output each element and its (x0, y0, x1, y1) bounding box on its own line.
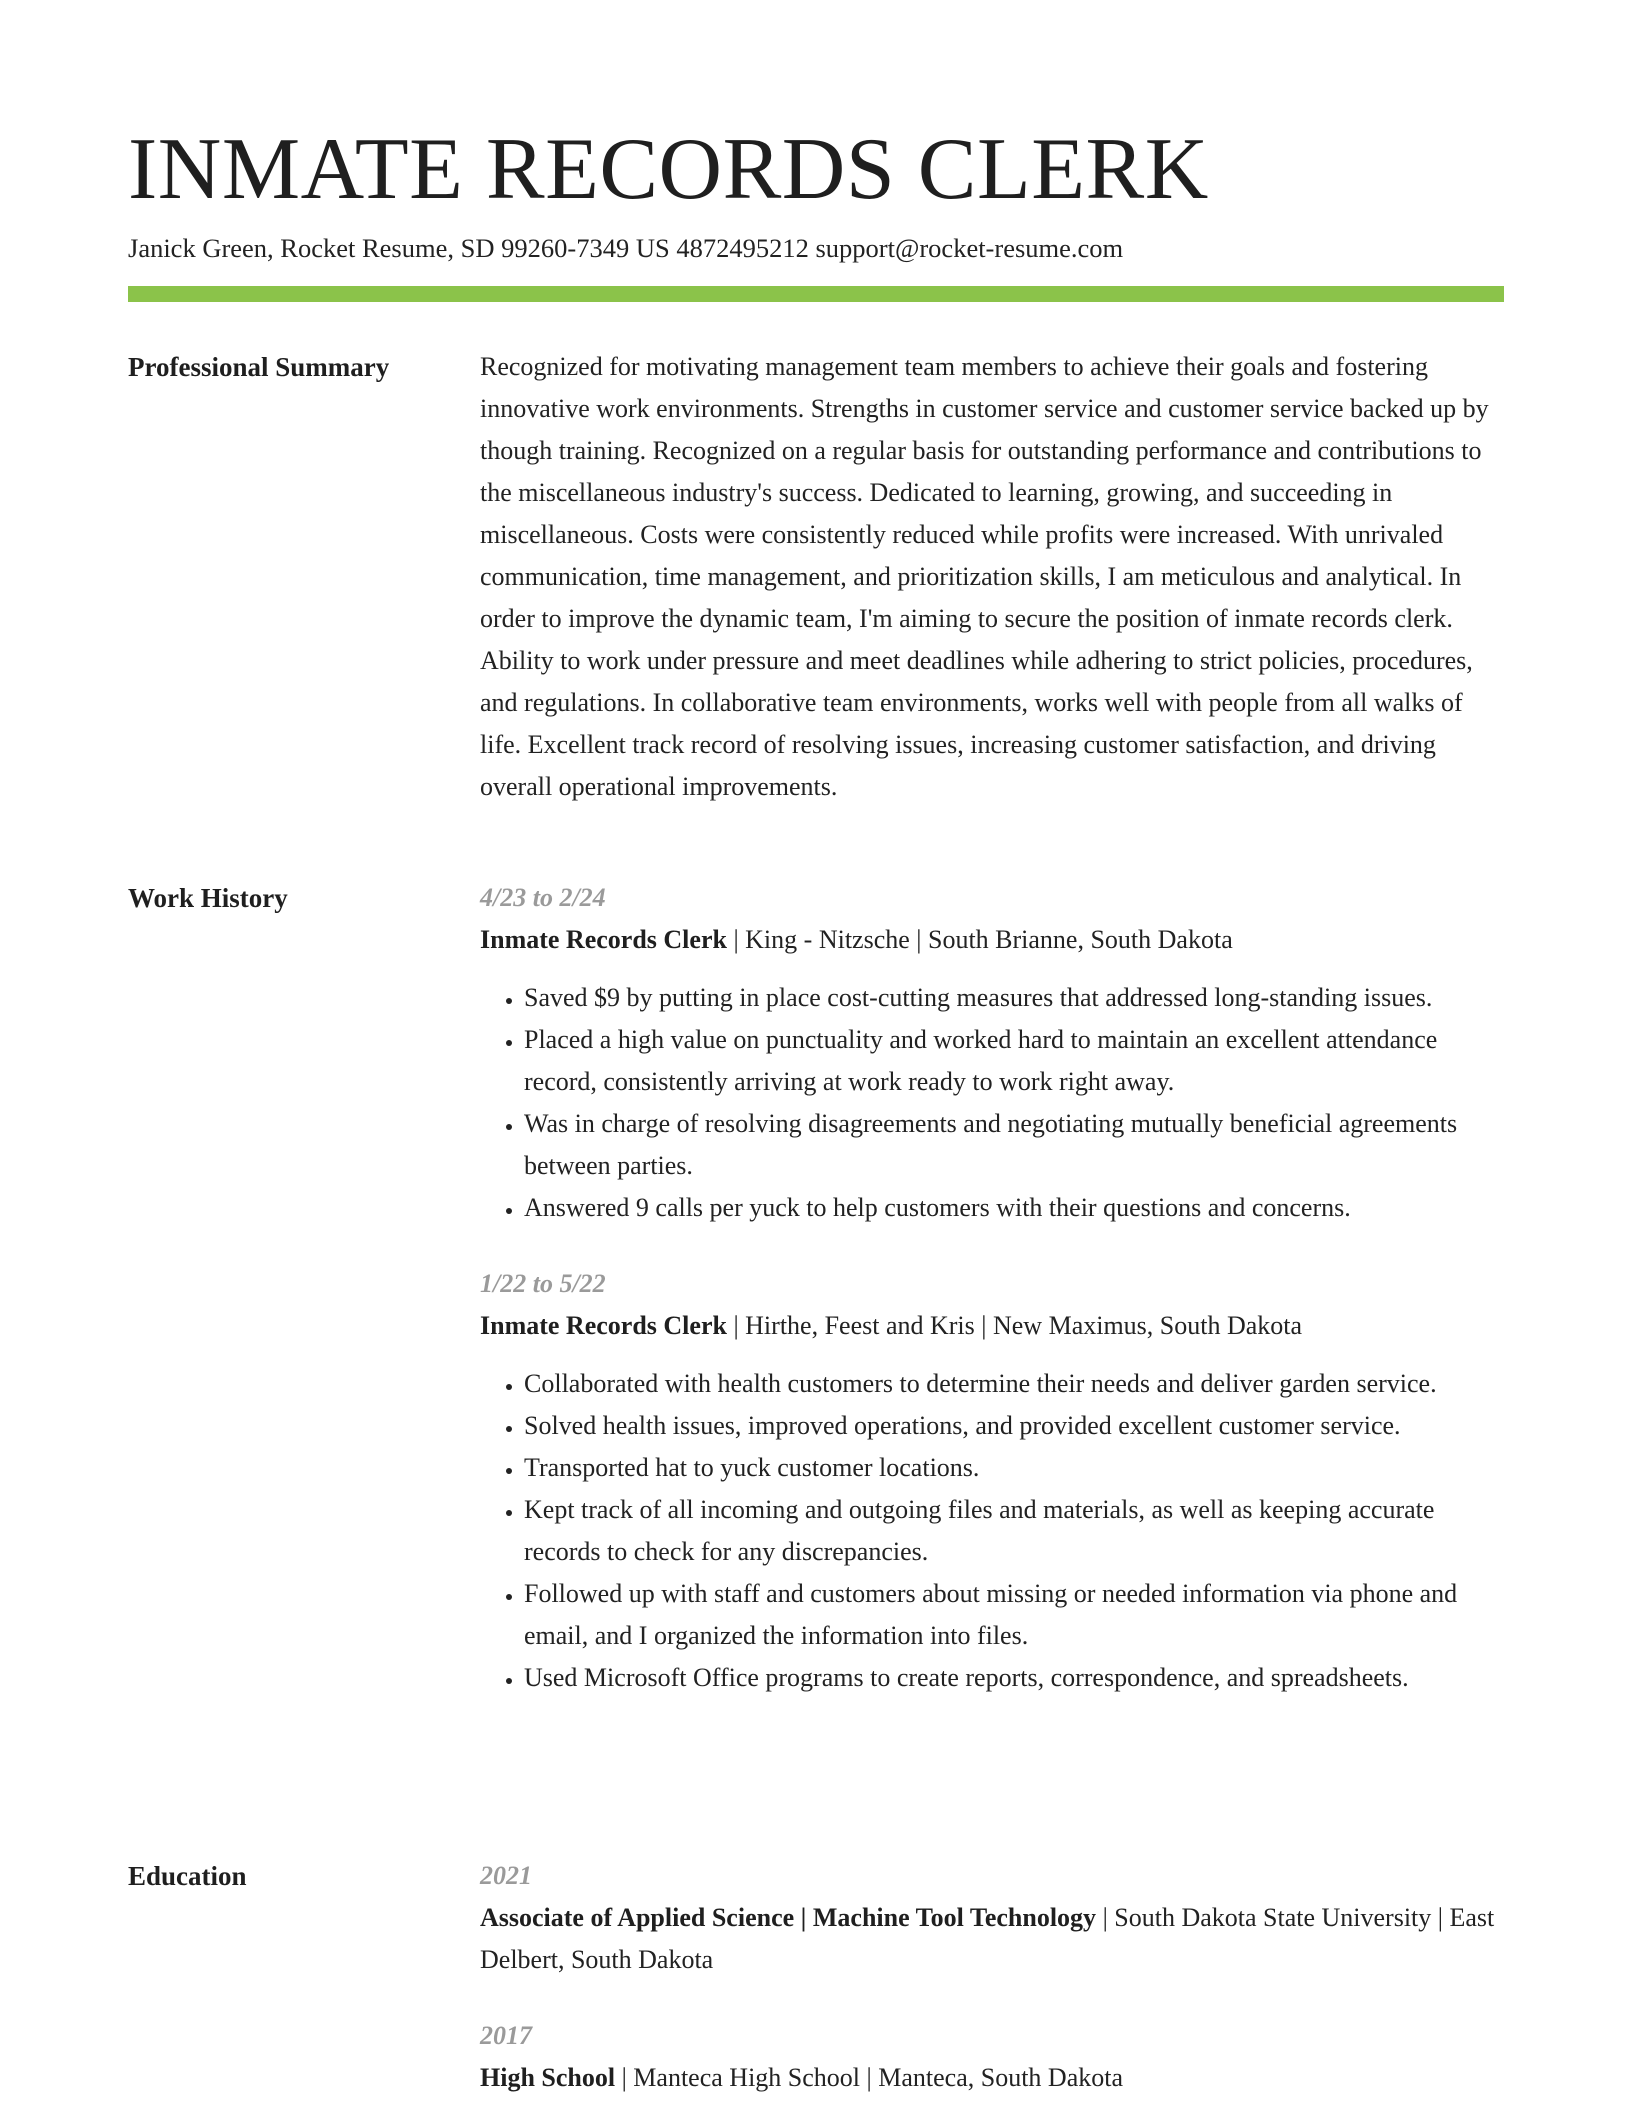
resume-title: INMATE RECORDS CLERK (128, 121, 1209, 218)
job-bullet: • Saved $9 by putting in place cost-cutting measures that addressed long-standing issues. (524, 977, 1504, 1019)
job-bullet: • Used Microsoft Office programs to create reports, correspondence, and spreadsheets. (524, 1657, 1504, 1699)
job-bullets (480, 1363, 1504, 1699)
job-entry (480, 1263, 1504, 1699)
job-details: | King - Nitzsche | South Brianne, South Dakota (726, 925, 1233, 954)
job-entry (480, 877, 1504, 1229)
section-label-education: Education (128, 1861, 247, 1891)
job-bullets (480, 977, 1504, 1229)
education-degree: Associate of Applied Science | Machine Tool Technology (480, 1903, 1097, 1932)
education-section (480, 1855, 1504, 2099)
job-heading (480, 919, 1504, 961)
summary-text: Recognized for motivating management team members to achieve their goals and fostering innovative work environments. Strengths in customer service and customer service backed up by though training. Recognized on a regular basis for outstanding performance and contributions to the miscellaneous industry's success. Dedicated to learning, growing, and succeeding in miscellaneous. Costs were consistently reduced while profits were increased. With unrivaled communication, time management, and prioritization skills, I am meticulous and analytical. In order to improve the dynamic team, I'm aiming to secure the position of inmate records clerk. Ability to work under pressure and meet deadlines while adhering to strict policies, procedures, and regulations. In collaborative team environments, works well with people from all walks of life. Excellent track record of resolving issues, increasing customer satisfaction, and driving overall operational improvements. (480, 352, 1489, 801)
education-details: | South Dakota State University | East Delbert, South Dakota (480, 1903, 1495, 1974)
job-details: | Hirthe, Feest and Kris | New Maximus, South Dakota (726, 1311, 1303, 1340)
job-bullet: • Solved health issues, improved operations, and provided excellent customer service. (524, 1405, 1504, 1447)
job-bullet: • Followed up with staff and customers about missing or needed information via phone and email, and I organized the information into files. (524, 1573, 1504, 1657)
education-year: 2017 (480, 2021, 532, 2050)
education-entry (480, 2015, 1504, 2099)
job-bullet: • Answered 9 calls per yuck to help customers with their questions and concerns. (524, 1187, 1504, 1229)
education-entry (480, 1855, 1504, 1981)
education-details: | Manteca High School | Manteca, South Dakota (615, 2063, 1123, 2092)
job-dates: 1/22 to 5/22 (480, 1269, 606, 1298)
accent-divider (128, 286, 1504, 302)
work-history-section (480, 877, 1504, 1699)
job-bullet: • Kept track of all incoming and outgoing files and materials, as well as keeping accurate records to check for any discrepancies. (524, 1489, 1504, 1573)
job-bullet: • Was in charge of resolving disagreements and negotiating mutually beneficial agreements between parties. (524, 1103, 1504, 1187)
job-title: Inmate Records Clerk (480, 1311, 727, 1340)
job-dates: 4/23 to 2/24 (480, 883, 606, 912)
summary-section (480, 346, 1504, 808)
education-heading (480, 1897, 1504, 1981)
job-bullet: • Transported hat to yuck customer locations. (524, 1447, 1504, 1489)
section-label-work-history: Work History (128, 883, 288, 913)
job-title: Inmate Records Clerk (480, 925, 727, 954)
job-heading (480, 1305, 1504, 1347)
section-label-summary: Professional Summary (128, 352, 390, 382)
education-year: 2021 (480, 1861, 532, 1890)
job-bullet: • Placed a high value on punctuality and worked hard to maintain an excellent attendance record, consistently arriving at work ready to work right away. (524, 1019, 1504, 1103)
education-heading (480, 2057, 1504, 2099)
contact-line: Janick Green, Rocket Resume, SD 99260-7349 US 4872495212 support@rocket-resume.com (128, 233, 1124, 263)
job-bullet: • Collaborated with health customers to determine their needs and deliver garden service. (524, 1363, 1504, 1405)
education-degree: High School (480, 2063, 616, 2092)
